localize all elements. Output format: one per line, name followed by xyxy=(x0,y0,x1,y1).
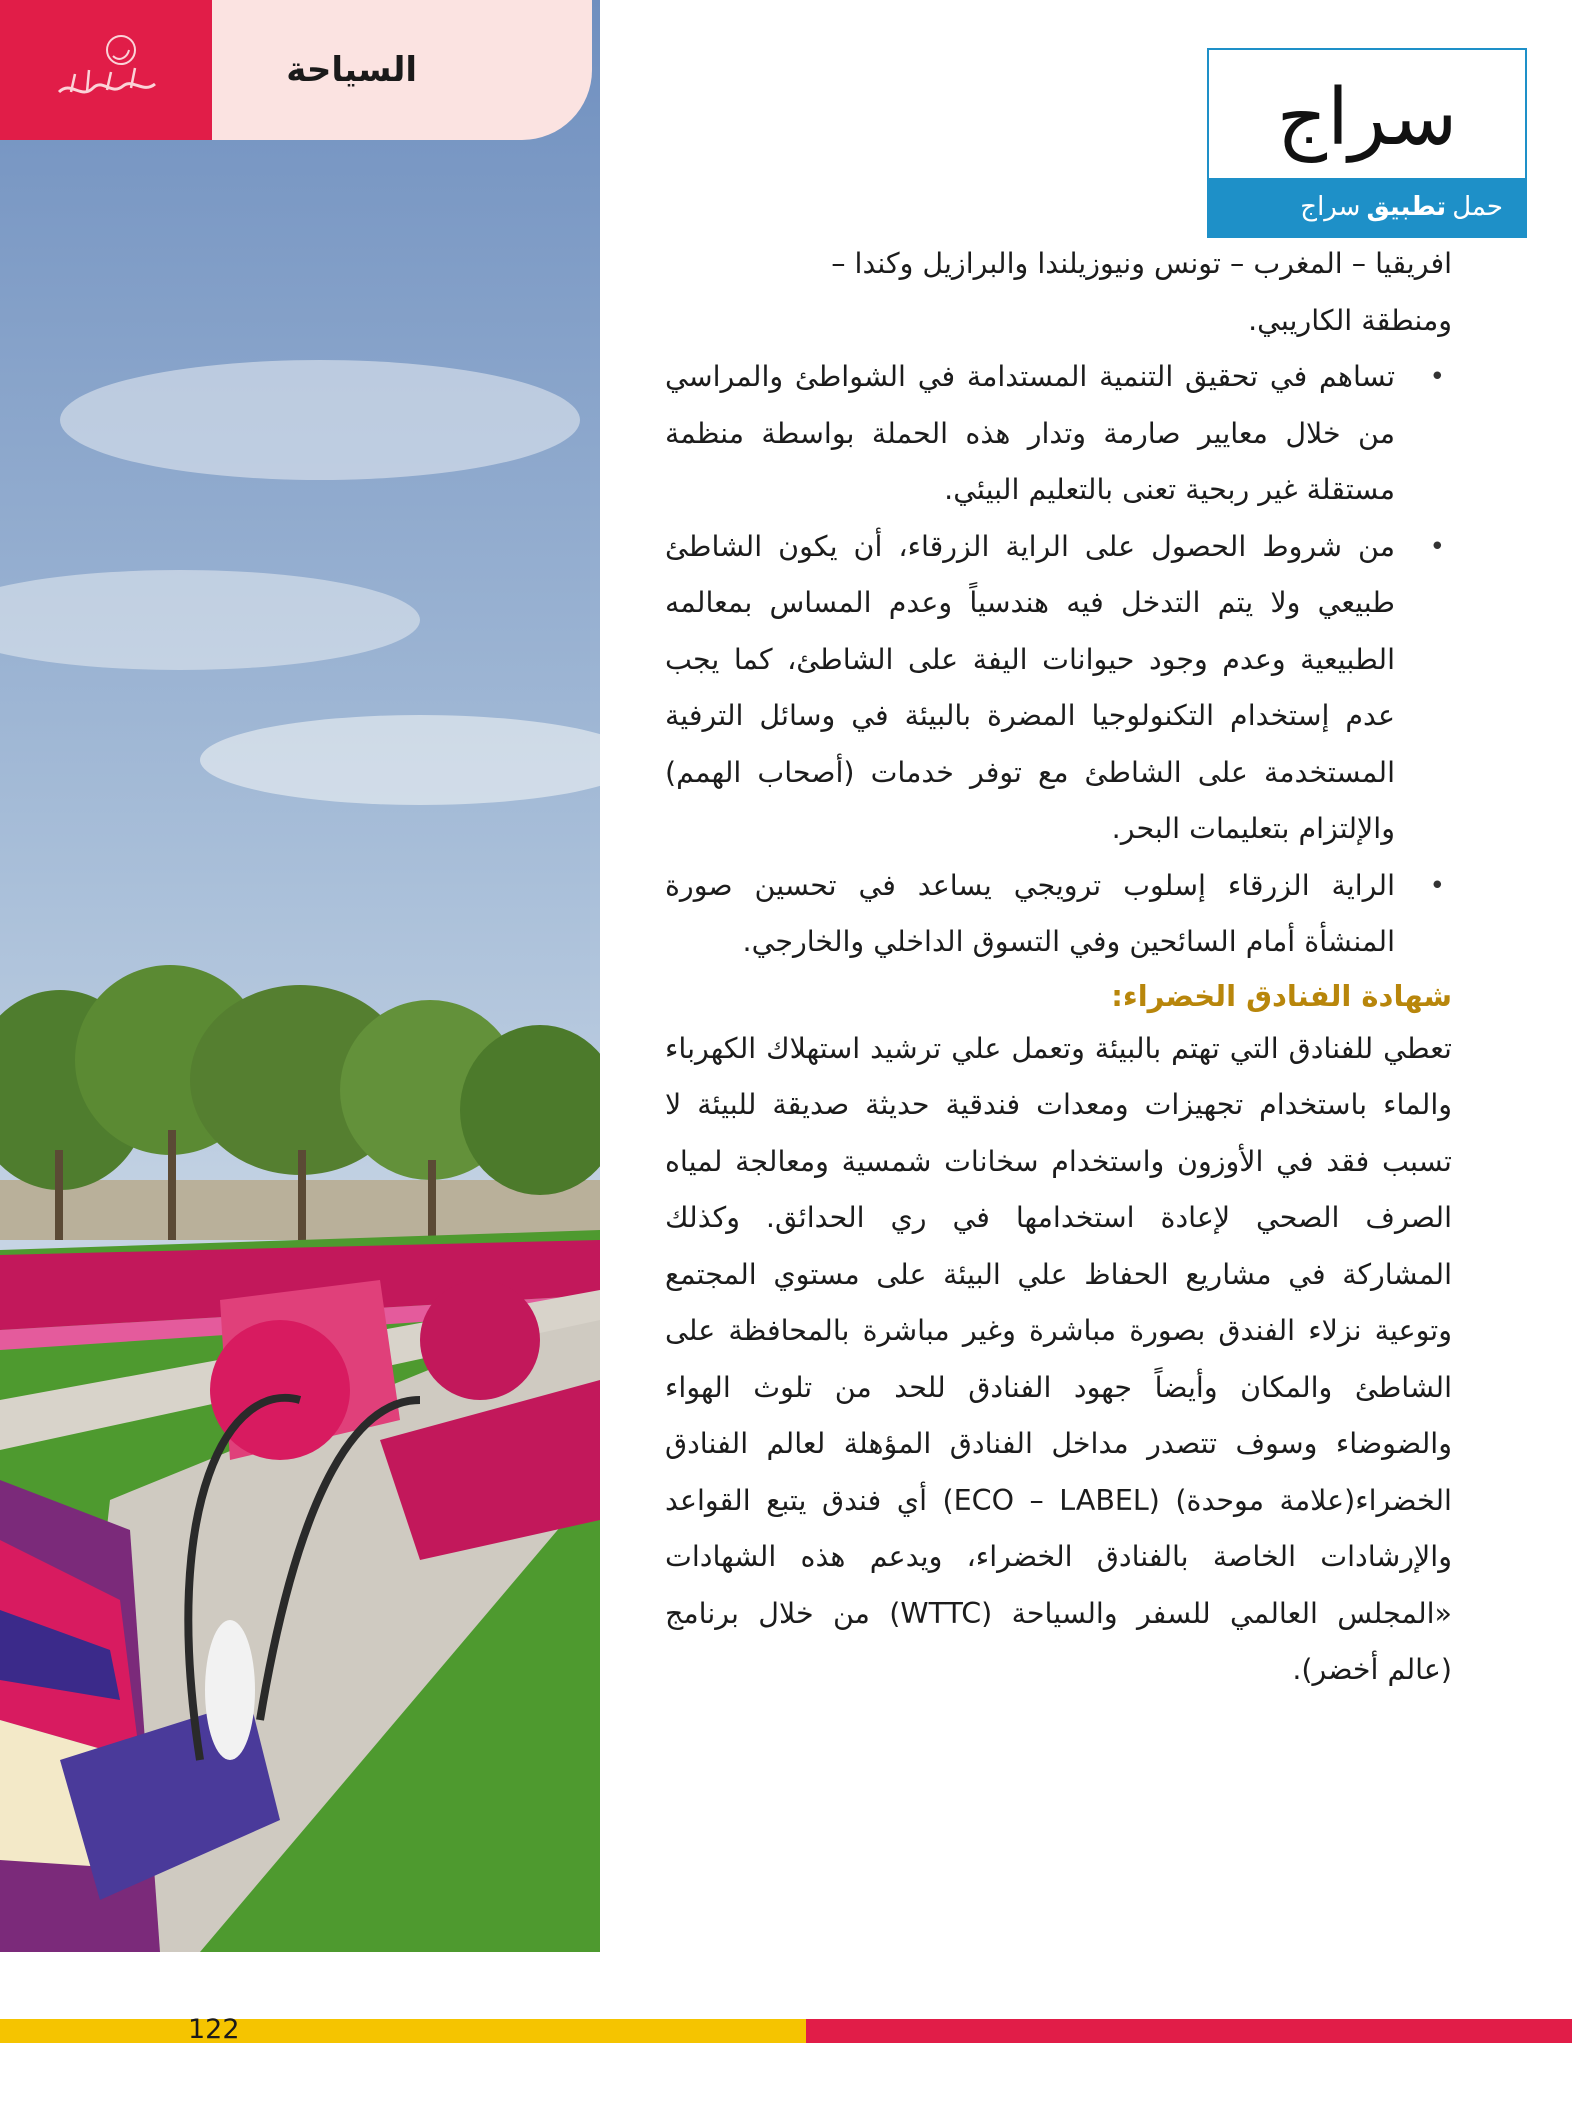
garden-photo xyxy=(0,0,600,1952)
body-paragraph: تعطي للفنادق التي تهتم بالبيئة وتعمل علي ترشيد استهلاك الكهرباء والماء باستخدام تجهيزات ومعدات فندقية حديثة صديقة للبيئة لا تسبب فقد في الأوزون واستخدام سخانات شمسية ومعالجة لمياه الصرف الصحي لإعادة استخدامها في ري الحدائق. وكذلك المشاركة في مشاريع الحفاظ علي البيئة على مستوي المجتمع وتوعية نزلاء الفندق بصورة مباشرة وغير مباشرة بالمحافظة على الشاطئ والمكان وأيضاً جهود الفنادق للحد من تلوث الهواء والضوضاء وسوف تتصدر مداخل الفنادق المؤهلة لعالم الفنادق الخضراء(علامة موحدة) (ECO – LABEL) أي فندق يتبع القواعد والإرشادات الخاصة بالفنادق الخضراء، ويدعم هذه الشهادات «المجلس العالمي للسفر والسياحة (WTTC) من خلال برنامج (عالم أخضر). xyxy=(665,1031,1452,1686)
tagline-bold: تطبيق xyxy=(1366,192,1447,222)
intro-line-1: افريقيا – المغرب – تونس ونيوزيلندا والبرازيل وكندا – xyxy=(831,247,1452,280)
intro-line-2: ومنطقة الكاريبي. xyxy=(1248,303,1452,337)
bullet-item: • تساهم في تحقيق التنمية المستدامة في الشواطئ والمراسي من خلال معايير صارمة وتدار هذه الحملة بواسطة منظمة مستقلة غير ربحية تعنى بالتعليم البيئي. xyxy=(665,349,1395,519)
section-title-tab xyxy=(212,0,592,140)
footer-bar-red xyxy=(806,2019,1572,2043)
siraj-wordmark: سراج xyxy=(1276,73,1458,163)
siraj-app-badge[interactable] xyxy=(1207,48,1527,238)
article-text xyxy=(665,236,1452,1699)
chapter-header xyxy=(0,0,600,140)
section-heading: شهادة الفنادق الخضراء: xyxy=(1111,978,1452,1013)
footer-bar-yellow xyxy=(0,2019,806,2043)
siraj-tagline xyxy=(1209,178,1525,236)
chapter-logo xyxy=(0,0,212,140)
bullet-list xyxy=(665,349,1452,971)
section-title: السياحة xyxy=(286,50,417,90)
bullet-item: • الراية الزرقاء إسلوب ترويجي يساعد في تحسين صورة المنشأة أمام السائحين وفي التسوق الداخلي والخارجي. xyxy=(665,858,1395,971)
tagline-post: سراج xyxy=(1300,192,1361,222)
calligraphy-emblem-icon xyxy=(51,30,161,110)
bullet-item: • من شروط الحصول على الراية الزرقاء، أن يكون الشاطئ طبيعي ولا يتم التدخل فيه هندسياً وعدم المساس بمعالمه الطبيعية وعدم وجود حيوانات اليفة على الشاطئ، كما يجب عدم إستخدام التكنولوجيا المضرة بالبيئة في وسائل الترفية المستخدمة على الشاطئ مع توفر خدمات (أصحاب الهمم) والإلتزام بتعليمات البحر. xyxy=(665,519,1395,858)
tagline-pre: حمل xyxy=(1452,192,1503,222)
page-number: 122 xyxy=(188,2014,240,2045)
